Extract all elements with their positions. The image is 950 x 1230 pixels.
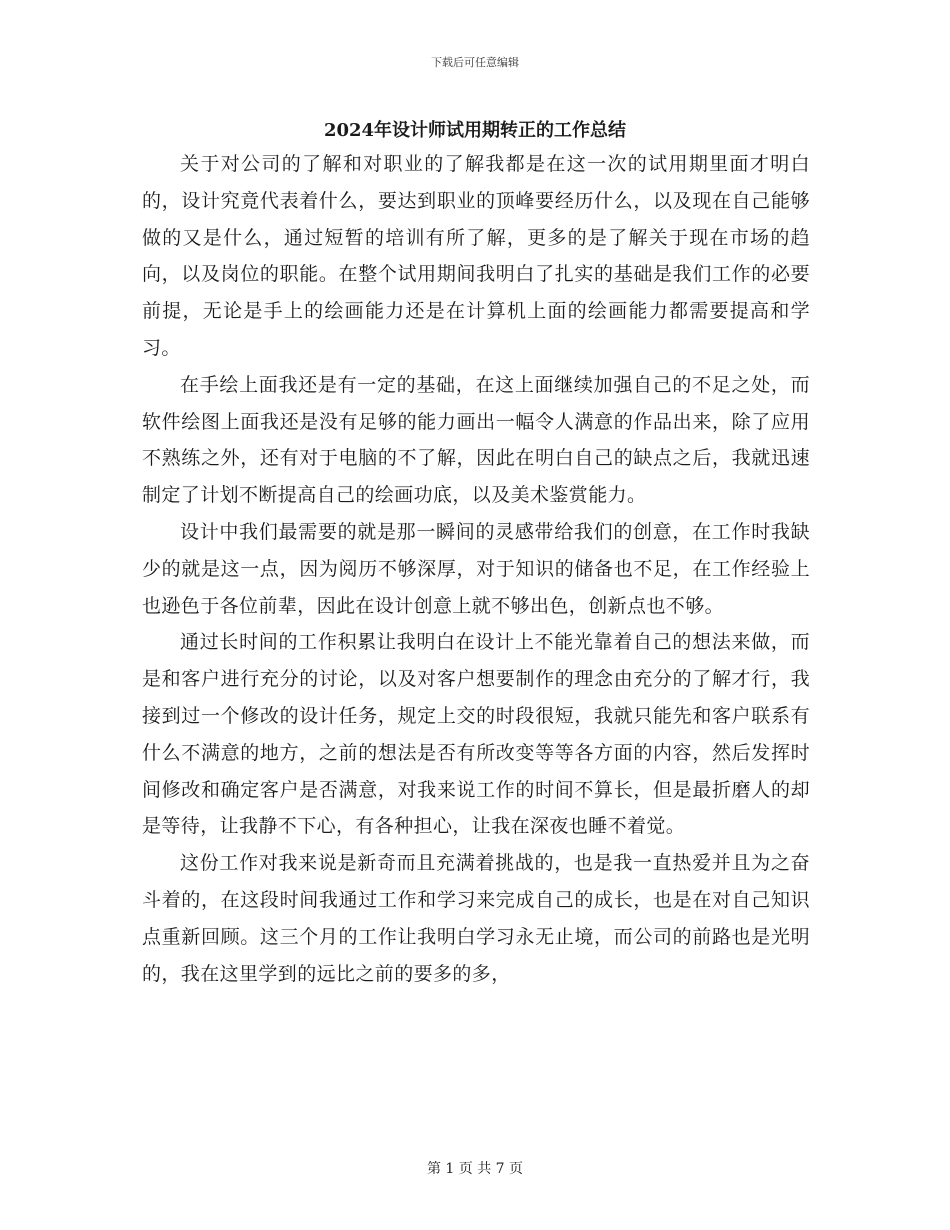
paragraph-1: 关于对公司的了解和对职业的了解我都是在这一次的试用期里面才明白的，设计究竟代表着什么，要达到职业的顶峰要经历什么，以及现在自己能够做的又是什么，通过短暂的培训有所了解，更多的是了解关于现在市场的趋向，以及岗位的职能。在整个试用期间我明白了扎实的基础是我们工作的必要前提，无论是手上的绘画能力还是在计算机上面的绘画能力都需要提高和学习。	[142, 153, 810, 359]
paragraph-3: 设计中我们最需要的就是那一瞬间的灵感带给我们的创意，在工作时我缺少的就是这一点，因为阅历不够深厚，对于知识的储备也不足，在工作经验上也逊色于各位前辈，因此在设计创意上就不够出色，创新点也不够。	[142, 520, 810, 617]
document-title: 2024年设计师试用期转正的工作总结	[323, 120, 627, 141]
paragraph-4: 通过长时间的工作积累让我明白在设计上不能光靠着自己的想法来做，而是和客户进行充分的讨论，以及对客户想要制作的理念由充分的了解才行，我接到过一个修改的设计任务，规定上交的时段很短，我就只能先和客户联系有什么不满意的地方，之前的想法是否有所改变等等各方面的内容，然后发挥时间修改和确定客户是否满意，对我来说工作的时间不算长，但是最折磨人的却是等待，让我静不下心，有各种担心，让我在深夜也睡不着觉。	[142, 631, 810, 838]
page-number: 第 1 页 共 7 页	[426, 1161, 524, 1177]
paragraph-5: 这份工作对我来说是新奇而且充满着挑战的，也是我一直热爱并且为之奋斗着的，在这段时间我通过工作和学习来完成自己的成长，也是在对自己知识点重新回顾。这三个月的工作让我明白学习永无止境，而公司的前路也是光明的，我在这里学到的远比之前的要多的多，	[142, 852, 810, 985]
document-body	[142, 146, 810, 992]
paragraph-2: 在手绘上面我还是有一定的基础，在这上面继续加强自己的不足之处，而软件绘图上面我还是没有足够的能力画出一幅令人满意的作品出来，除了应用不熟练之外，还有对于电脑的不了解，因此在明白自己的缺点之后，我就迅速制定了计划不断提高自己的绘画功底，以及美术鉴赏能力。	[142, 373, 810, 507]
page-header-note: 下载后可任意编辑	[431, 56, 519, 69]
